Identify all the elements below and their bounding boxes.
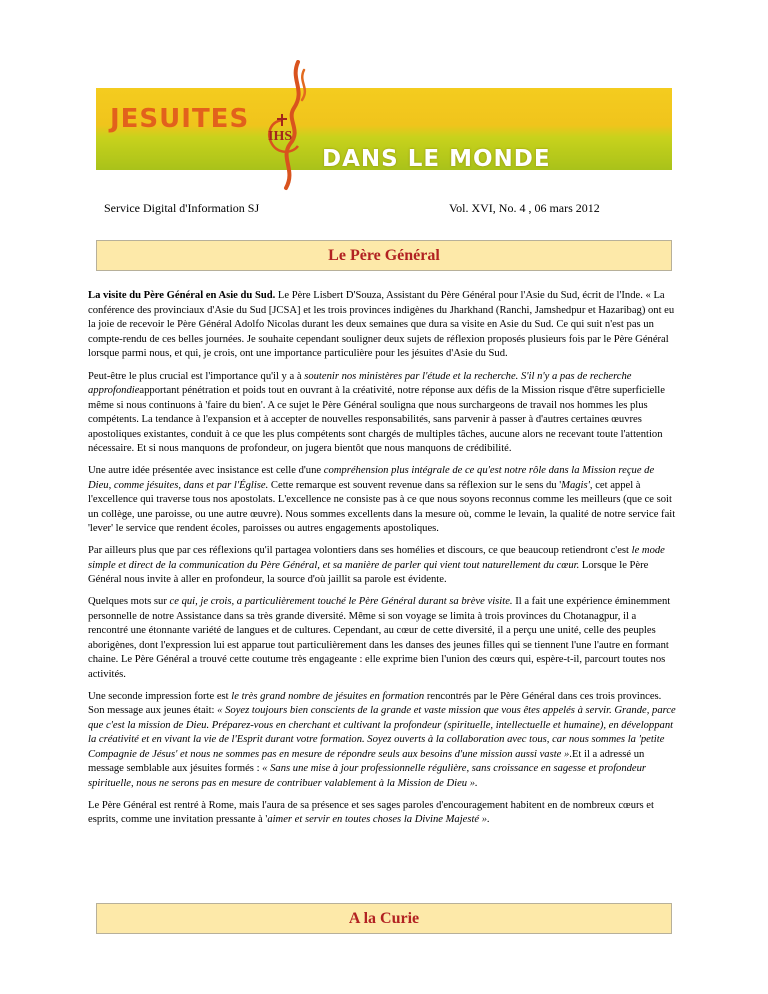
article-paragraph: Par ailleurs plus que par ces réflexions qu'il partagea volontiers dans ses homélies et discours, ce que beaucoup retiendront c'est le mode simple et direct de la communication du Père Général, et sa manière de parler qui vient tout naturellement du cœur. Lorsque le Père Général nous invite à aller en profondeur, la source d'où jaillit sa parole est évidente. — [88, 545, 665, 585]
service-label: Service Digital d'Information SJ — [104, 201, 260, 215]
banner-title-jesuites: JESUITES — [110, 104, 250, 134]
article-paragraph: Une autre idée présentée avec insistance est celle d'une compréhension plus intégrale de ce qu'est notre rôle dans la Mission reçue de Dieu, comme jésuites, dans et par l'Église. Cette remarque est souvent revenue dans sa réflexion sur le sens du 'Magis', cet appel à l'excellence qui traverse tous nos apostolats. L'excellence ne consiste pas à ce que nous soyons reconnus comme les meilleurs (que ce soit un collège, une paroisse, ou une autre œuvre). Nous sommes excellents dans la mesure où, comme le levain, la qualité de notre service fait 'lever' le service que rendent écoles, paroisses ou autres engagements apostoliques. — [88, 465, 676, 534]
article-title: La visite du Père Général en Asie du Sud. — [88, 290, 276, 301]
newsletter-banner — [96, 60, 672, 192]
article-paragraph: Quelques mots sur ce qui, je crois, a particulièrement touché le Père Général durant sa brève visite. Il a fait une expérience éminemment personnelle de notre Assistance dans sa très grande diversité. Même si son voyage se limita à trois provinces du Chotanagpur, il a rencontré une étonnante variété de langues et de cultures. Cependant, au cœur de cette diversité, il a perçu une unité, celle des peuples aborigènes, dont l'expression lui est apparue tout particulièrement dans les danses des jeunes filles qui se tiennent l'une l'autre en formant chaine. Le Père Général a trouvé cette coutume très engageante : elle exprime bien l'union des cœurs qui, espère-t-il, parcourt toutes nos activités. — [88, 596, 671, 680]
article-paragraph: Le Père Général est rentré à Rome, mais l'aura de sa présence et ses sages paroles d'encouragement habitent en de nombreux cœurs et esprits, comme une invitation pressante à 'aimer et servir en toutes choses la Divine Majesté ». — [88, 799, 654, 825]
article-paragraph: Une seconde impression forte est le très grand nombre de jésuites en formation rencontrés par le Père Général dans ces trois provinces. Son message aux jeunes était: « Soyez toujours bien conscients de la grande et vaste mission que vous êtes appelés à servir. Grande, parce que c'est la mission de Dieu. Préparez-vous en cherchant et cultivant la profondeur (spirituelle, intellectuelle et humaine), en développant la créativité et en vivant la vie de l'Esprit durant votre formation. Soyez ouverts à la collaboration avec tous, car nous sommes la 'petite Compagnie de Jésus' et nous ne sommes pas en mesure de répondre seuls aux besoins d'une mission aussi vaste ».Et il a adressé un message semblable aux jésuites formés : « Sans une mise à jour professionnelle régulière, sans croissance en sagesse et profondeur spirituelle, nous ne serons pas en mesure de contribuer valablement à la Mission de Dieu ». — [88, 690, 676, 789]
banner-title-dans-le-monde: DANS LE MONDE — [322, 146, 551, 172]
ihs-emblem-icon — [246, 60, 326, 192]
svg-text:IHS: IHS — [268, 129, 293, 144]
section-heading-a-la-curie: A la Curie — [96, 903, 672, 934]
section-heading-pere-general: Le Père Général — [96, 240, 672, 271]
issue-label: Vol. XVI, No. 4 , 06 mars 2012 — [449, 201, 600, 215]
article-paragraph: Peut-être le plus crucial est l'importance qu'il y a à soutenir nos ministères par l'étude et la recherche. S'il n'y a pas de recherche approfondieapportant pénétration et poids tout en ouvrant à la créativité, notre réponse aux défis de la Mission risque d'être superficielle même si nous continuons à 'faire du bien'. A ce sujet le Père Général souligna que nous surchargeons de travail nos hommes les plus compétents. La tendance à l'expansion et à accepter de nouvelles responsabilités, sans parvenir à passer à d'autres certaines œuvres apostoliques existantes, conduit à ce que les plus compétents sont chargés de multiples tâches, aucune alors ne recevant toute l'attention nécessaire. Et si nous manquons de profondeur, on jugera bientôt que nous manquons de crédibilité. — [88, 370, 665, 454]
article-paragraph: La visite du Père Général en Asie du Sud. Le Père Lisbert D'Souza, Assistant du Père Général pour l'Asie du Sud, écrit de l'Inde. « La conférence des provinciaux d'Asie du Sud [JCSA] et les trois provinces indigènes du Jharkhand (Ranchi, Jamshedpur et Hazaribag) ont eu la joie de recevoir le Père Général Adolfo Nicolas durant les deux semaines que dura sa visite en Asie du Sud. Ce qui suit n'est pas un compte-rendu de ces belles journées. Je souhaite cependant souligner deux sujets de réflexion proposés plusieurs fois par le Père Général lorsque parmi nous, et qui, je crois, ont une importance particulière pour les jésuites d'Asie du Sud. — [88, 290, 675, 359]
article-body — [88, 289, 678, 835]
